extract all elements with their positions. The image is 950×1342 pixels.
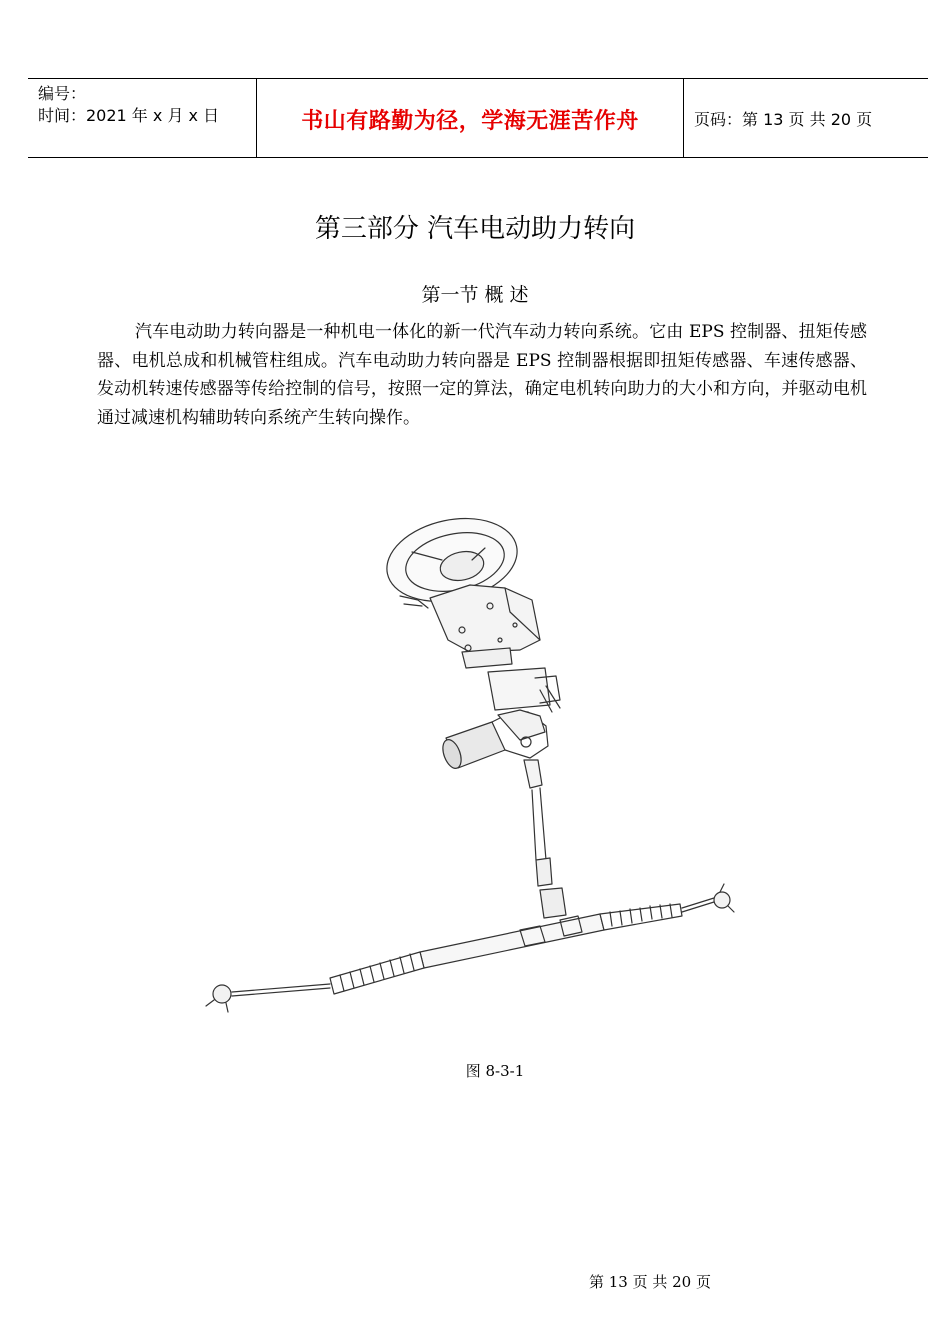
document-time-label: 时间：2021 年 x 月 x 日 (38, 106, 220, 125)
page-footer: 第 13 页 共 20 页 (588, 1273, 711, 1291)
header-right-cell (684, 79, 928, 157)
section-heading: 第一节 概 述 (421, 284, 529, 306)
document-number-label: 编号： (38, 84, 87, 103)
figure-caption: 图 8-3-1 (465, 1062, 525, 1080)
eps-assembly-illustration (190, 500, 750, 1025)
header-left-cell (28, 79, 257, 157)
header-page-info: 页码：第 13 页 共 20 页 (694, 110, 873, 129)
body-paragraph: 汽车电动助力转向器是一种机电一体化的新一代汽车动力转向系统。它由 EPS 控制器、扭矩传感器、电机总成和机械管柱组成。汽车电动助力转向器是 EPS 控制器根据即扭矩传感器、车速传感器、发动机转速传感器等传给控制的信号，按照一定的算法，确定电机转向助力的大小和方向，并驱动电机通过减速机构辅助转向系统产生转向操作。 (97, 322, 867, 428)
header-table (28, 78, 928, 158)
header-motto: 书山有路勤为径，学海无涯苦作舟 (301, 109, 639, 134)
header-center-cell (257, 79, 684, 157)
page-title: 第三部分 汽车电动助力转向 (314, 214, 636, 244)
